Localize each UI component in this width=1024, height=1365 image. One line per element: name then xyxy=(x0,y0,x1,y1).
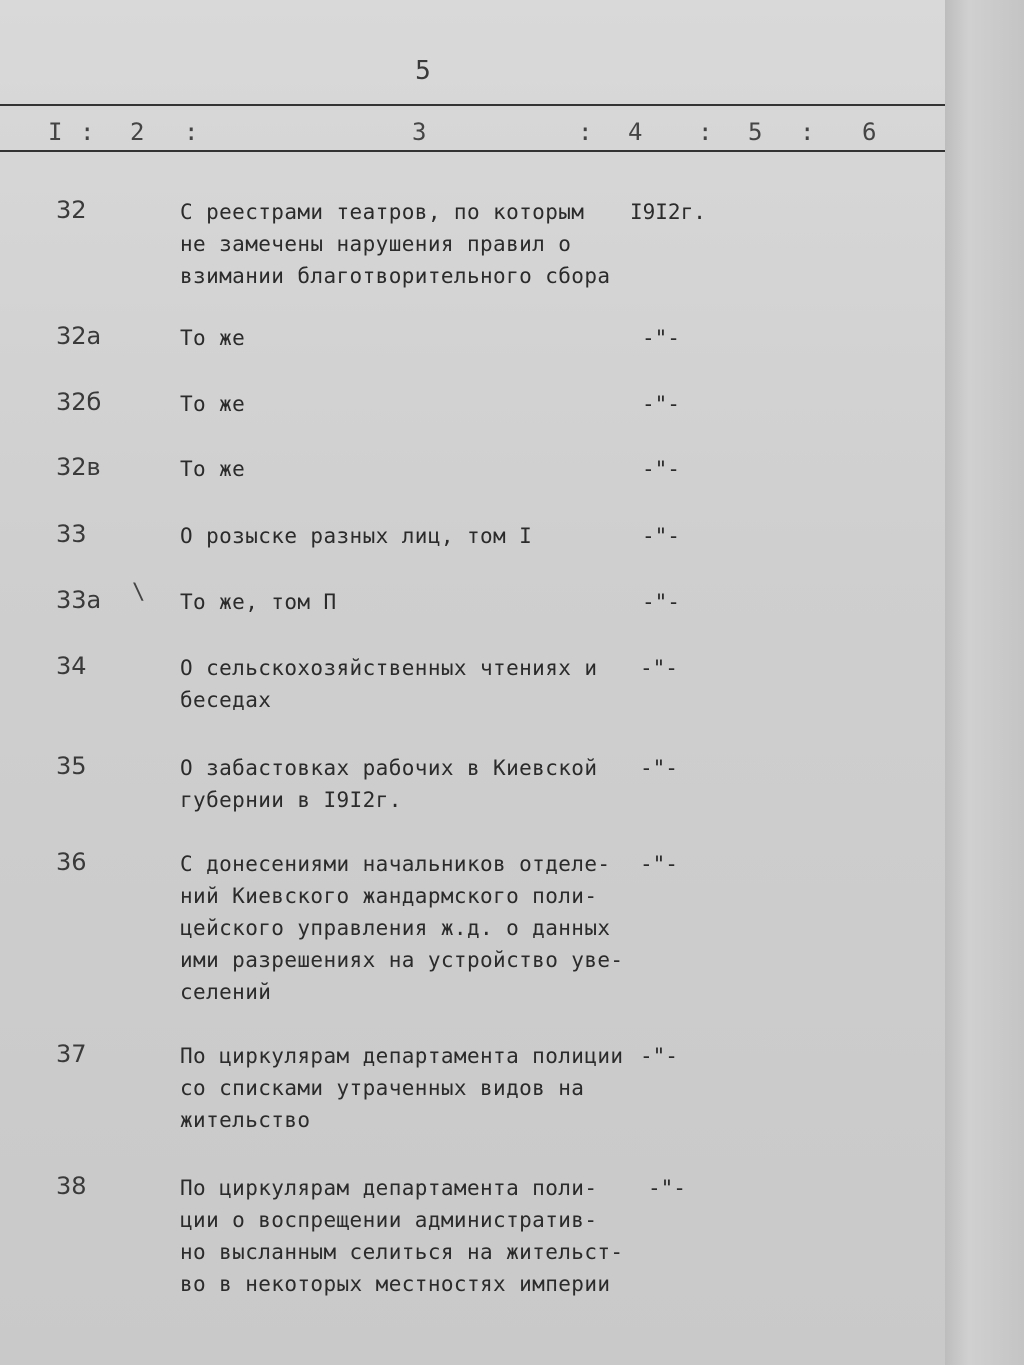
title-line: То же xyxy=(180,392,246,416)
title-line: ции о воспрещении административ- xyxy=(180,1208,598,1232)
row-date: -"- xyxy=(642,457,680,481)
row-title xyxy=(180,848,640,1008)
title-line: селений xyxy=(180,980,272,1004)
row-number: 32а xyxy=(56,322,102,350)
row-number: 36 xyxy=(56,848,87,876)
row-title xyxy=(180,752,640,816)
row-number: 32в xyxy=(56,453,101,481)
header-sep-5: : xyxy=(800,118,815,146)
header-col-6: 6 xyxy=(862,118,877,146)
title-line: взимании благотворительного сбора xyxy=(180,264,611,288)
title-line: То же xyxy=(180,326,246,350)
row-date: -"- xyxy=(648,1176,686,1200)
row-date: -"- xyxy=(640,852,678,876)
title-line: С донесениями начальников отделе- xyxy=(180,852,611,876)
row-date: -"- xyxy=(640,656,678,680)
row-number: 32 xyxy=(56,196,87,224)
header-sep-3: : xyxy=(578,118,593,146)
row-number: 38 xyxy=(56,1172,87,1200)
title-line: губернии в I9I2г. xyxy=(180,788,402,812)
page-number: 5 xyxy=(415,56,431,86)
row-date: I9I2г. xyxy=(630,200,706,224)
title-line: О сельскохозяйственных чтениях и xyxy=(180,656,598,680)
header-col-4: 4 xyxy=(628,118,643,146)
row-title xyxy=(180,322,640,354)
row-number: 34 xyxy=(56,652,87,680)
row-date: -"- xyxy=(640,1044,678,1068)
row-date: -"- xyxy=(642,590,680,614)
title-line: но высланным селиться на жительст- xyxy=(180,1240,624,1264)
row-date: -"- xyxy=(640,756,678,780)
title-line: То же xyxy=(180,457,246,481)
row-title xyxy=(180,196,640,292)
row-title xyxy=(180,1040,640,1136)
title-line: цейского управления ж.д. о данных xyxy=(180,916,611,940)
title-line: О забастовках рабочих в Киевской xyxy=(180,756,598,780)
header-col-5: 5 xyxy=(748,118,763,146)
row-title xyxy=(180,586,640,618)
row-date: -"- xyxy=(642,326,680,350)
title-line: во в некоторых местностях империи xyxy=(180,1272,611,1296)
row-number: 32б xyxy=(56,388,102,416)
title-line: По циркулярам департамента поли- xyxy=(180,1176,598,1200)
title-line: То же, том П xyxy=(180,590,337,614)
header-rule-top xyxy=(0,104,950,106)
row-number: 37 xyxy=(56,1040,87,1068)
header-sep-4: : xyxy=(698,118,713,146)
row-date: -"- xyxy=(642,392,680,416)
header-col-2: 2 xyxy=(130,118,145,146)
handwritten-mark: \ xyxy=(132,580,146,605)
title-line: жительство xyxy=(180,1108,311,1132)
row-date: -"- xyxy=(642,524,680,548)
row-title xyxy=(180,652,640,716)
row-title xyxy=(180,388,640,420)
row-number: 35 xyxy=(56,752,87,780)
row-title xyxy=(180,453,640,485)
row-number: 33а xyxy=(56,586,102,614)
title-line: со списками утраченных видов на xyxy=(180,1076,585,1100)
title-line: ими разрешениях на устройство уве- xyxy=(180,948,624,972)
header-sep-1: : xyxy=(80,118,95,146)
row-title xyxy=(180,520,640,552)
title-line: не замечены нарушения правил о xyxy=(180,232,572,256)
paper-edge xyxy=(945,0,1024,1365)
header-sep-2: : xyxy=(184,118,199,146)
title-line: беседах xyxy=(180,688,272,712)
header-rule-bottom xyxy=(0,150,950,152)
row-number: 33 xyxy=(56,520,87,548)
title-line: С реестрами театров, по которым xyxy=(180,200,585,224)
header-col-3: 3 xyxy=(412,118,427,146)
title-line: По циркулярам департамента полиции xyxy=(180,1044,624,1068)
header-col-1: I xyxy=(48,118,63,146)
title-line: ний Киевского жандармского поли- xyxy=(180,884,598,908)
row-title xyxy=(180,1172,640,1300)
title-line: О розыске разных лиц, том I xyxy=(180,524,533,548)
